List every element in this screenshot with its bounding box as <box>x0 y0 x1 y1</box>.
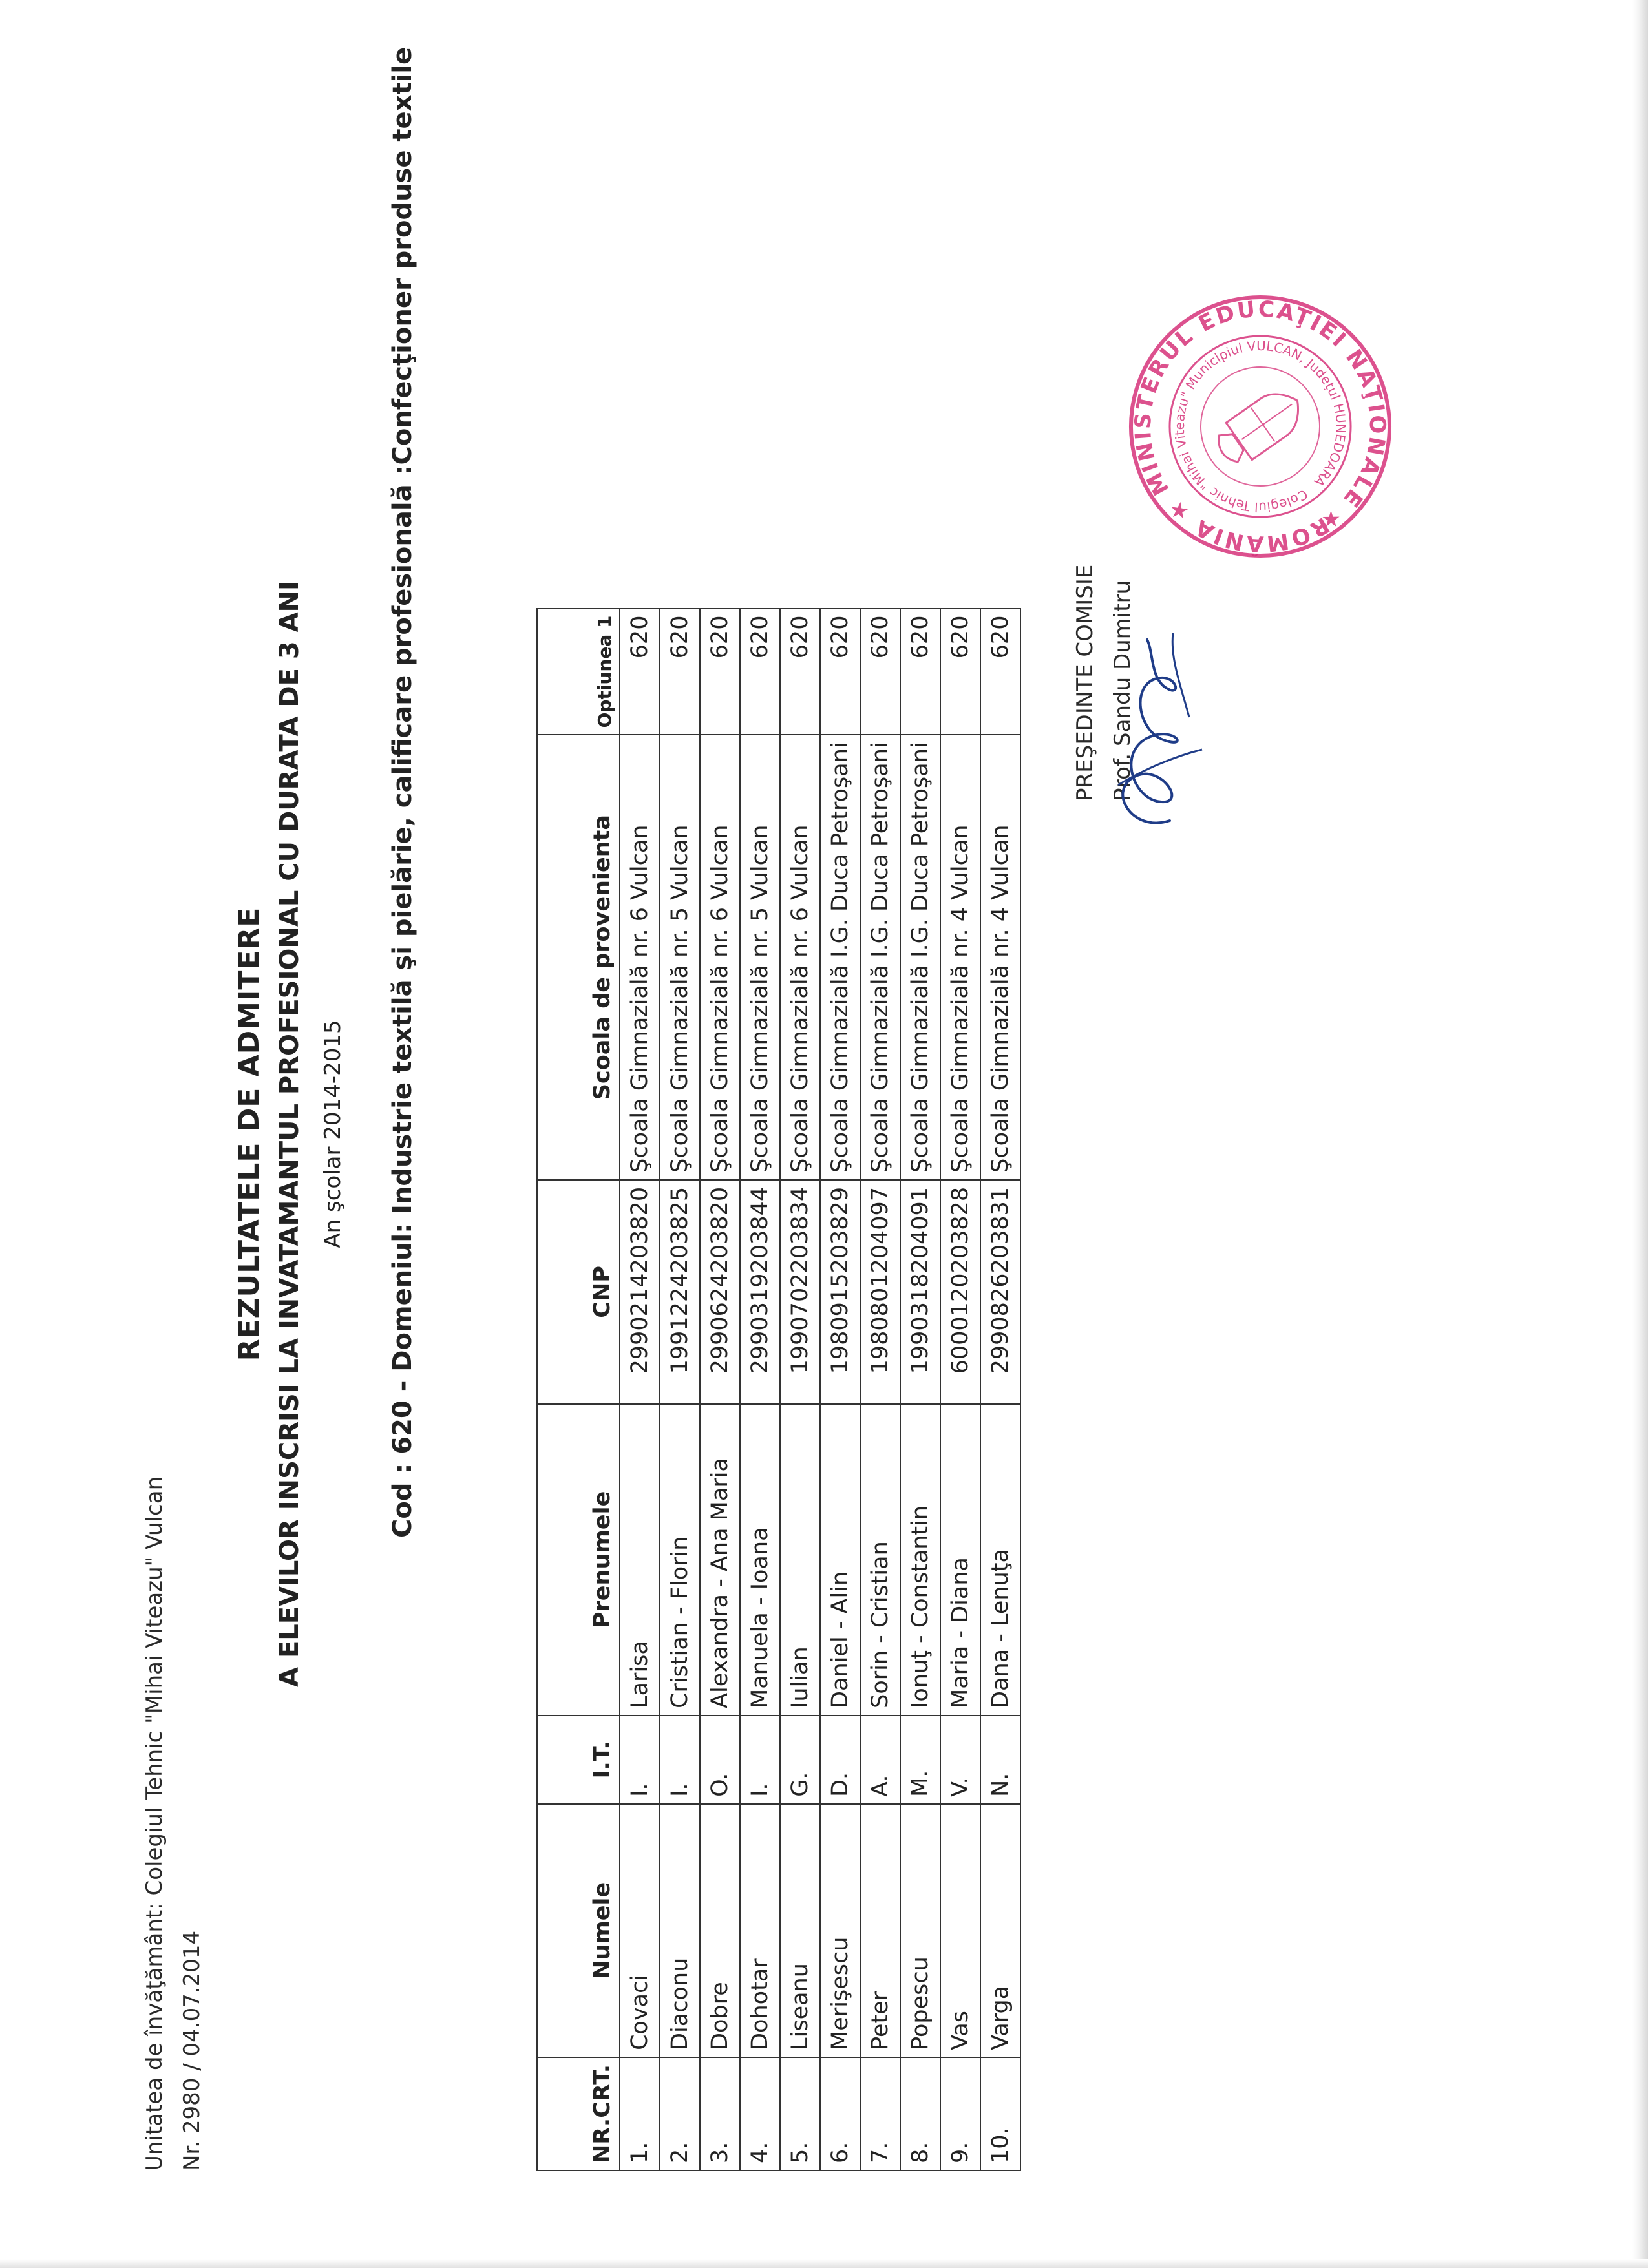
cell-cnp: 2990214203820 <box>620 1180 660 1404</box>
cell-nr: 6. <box>820 2057 860 2170</box>
registration-number: Nr. 2980 / 04.07.2014 <box>179 1930 205 2171</box>
cell-it: G. <box>780 1716 820 1804</box>
document-subtitle: A ELEVILOR INSCRISI LA INVATAMANTUL PROFESIONAL CU DURATA DE 3 ANI <box>275 581 304 1687</box>
cell-cnp: 2990624203820 <box>700 1180 740 1404</box>
cell-it: A. <box>860 1716 900 1804</box>
cell-optiunea: 620 <box>700 609 740 735</box>
cell-cnp: 1980801204097 <box>860 1180 900 1404</box>
cell-scoala: Şcoala Gimnazială nr. 5 Vulcan <box>740 735 780 1180</box>
table-header-row <box>537 609 620 2170</box>
cell-numele: Diaconu <box>660 1804 700 2057</box>
header-prenumele: Prenumele <box>537 1404 620 1716</box>
table-row <box>660 609 700 2170</box>
header-scoala: Scoala de provenienta <box>537 735 620 1180</box>
cell-nr: 3. <box>700 2057 740 2170</box>
cell-prenumele: Manuela - Ioana <box>740 1404 780 1716</box>
cell-prenumele: Cristian - Florin <box>660 1404 700 1716</box>
cell-it: O. <box>700 1716 740 1804</box>
cell-scoala: Şcoala Gimnazială nr. 4 Vulcan <box>980 735 1020 1180</box>
document-header <box>136 1476 211 2171</box>
cell-prenumele: Maria - Diana <box>940 1404 980 1716</box>
cell-optiunea: 620 <box>660 609 700 735</box>
cell-nr: 7. <box>860 2057 900 2170</box>
cell-prenumele: Alexandra - Ana Maria <box>700 1404 740 1716</box>
document-title: REZULTATELE DE ADMITERE <box>233 907 266 1361</box>
domain-qualification-line: Cod : 620 - Domeniul: Industrie textilă şi pielărie, calificare profesională :Confecţioner produse textile <box>388 47 417 1538</box>
cell-it: I. <box>740 1716 780 1804</box>
cell-cnp: 1990702203834 <box>780 1180 820 1404</box>
cell-scoala: Şcoala Gimnazială nr. 6 Vulcan <box>620 735 660 1180</box>
header-optiunea: Optiunea 1 <box>537 609 620 735</box>
stamp-inner-text: Colegiul Tehnic "Mihai Viteazu" Municipiul VULCAN, Judeţul HUNEDOARA <box>1171 337 1349 516</box>
cell-cnp: 1980915203829 <box>820 1180 860 1404</box>
cell-prenumele: Ionuţ - Constantin <box>900 1404 940 1716</box>
cell-prenumele: Sorin - Cristian <box>860 1404 900 1716</box>
cell-nr: 10. <box>980 2057 1020 2170</box>
table-row <box>740 609 780 2170</box>
cell-optiunea: 620 <box>900 609 940 735</box>
header-cnp: CNP <box>537 1180 620 1404</box>
cell-nr: 9. <box>940 2057 980 2170</box>
cell-nr: 2. <box>660 2057 700 2170</box>
cell-it: V. <box>940 1716 980 1804</box>
table-row <box>940 609 980 2170</box>
cell-nr: 5. <box>780 2057 820 2170</box>
table-row <box>820 609 860 2170</box>
cell-numele: Varga <box>980 1804 1020 2057</box>
cell-optiunea: 620 <box>620 609 660 735</box>
cell-numele: Peter <box>860 1804 900 2057</box>
coat-of-arms-icon <box>1210 382 1311 471</box>
cell-scoala: Şcoala Gimnazială nr. 6 Vulcan <box>700 735 740 1180</box>
header-numele: Numele <box>537 1804 620 2057</box>
school-year: An şcolar 2014-2015 <box>320 1020 346 1248</box>
table-row <box>620 609 660 2170</box>
cell-optiunea: 620 <box>740 609 780 735</box>
table-row <box>900 609 940 2170</box>
cell-optiunea: 620 <box>860 609 900 735</box>
handwritten-signature <box>1092 627 1209 846</box>
header-it: I.T. <box>537 1716 620 1804</box>
cell-optiunea: 620 <box>780 609 820 735</box>
cell-it: N. <box>980 1716 1020 1804</box>
cell-it: I. <box>660 1716 700 1804</box>
cell-cnp: 6000120203828 <box>940 1180 980 1404</box>
table-row <box>780 609 820 2170</box>
stamp-outer-text: ROMÂNIA ★ MINISTERUL EDUCAŢIEI NAŢIONALE ★ <box>1130 296 1391 557</box>
school-unit-line: Unitatea de învăţământ: Colegiul Tehnic "Mihai Viteazu" Vulcan <box>142 1476 167 2171</box>
cell-prenumele: Daniel - Alin <box>820 1404 860 1716</box>
cell-numele: Dobre <box>700 1804 740 2057</box>
cell-scoala: Şcoala Gimnazială nr. 4 Vulcan <box>940 735 980 1180</box>
cell-optiunea: 620 <box>980 609 1020 735</box>
cell-scoala: Şcoala Gimnazială I.G. Duca Petroşani <box>860 735 900 1180</box>
cell-numele: Vas <box>940 1804 980 2057</box>
admission-results-table <box>536 608 1021 2171</box>
table-row <box>860 609 900 2170</box>
cell-optiunea: 620 <box>820 609 860 735</box>
cell-cnp: 2990826203831 <box>980 1180 1020 1404</box>
cell-prenumele: Dana - Lenuţa <box>980 1404 1020 1716</box>
cell-nr: 1. <box>620 2057 660 2170</box>
cell-it: D. <box>820 1716 860 1804</box>
cell-numele: Covaci <box>620 1804 660 2057</box>
table-row <box>700 609 740 2170</box>
cell-cnp: 2990319203844 <box>740 1180 780 1404</box>
cell-it: M. <box>900 1716 940 1804</box>
cell-prenumele: Larisa <box>620 1404 660 1716</box>
cell-it: I. <box>620 1716 660 1804</box>
cell-cnp: 1990318204091 <box>900 1180 940 1404</box>
table-row <box>980 609 1020 2170</box>
cell-cnp: 1991224203825 <box>660 1180 700 1404</box>
commission-president-name: Prof. Sandu Dumitru <box>1110 580 1136 801</box>
cell-prenumele: Iulian <box>780 1404 820 1716</box>
cell-nr: 8. <box>900 2057 940 2170</box>
cell-numele: Dohotar <box>740 1804 780 2057</box>
commission-president-label: PREŞEDINTE COMISIE <box>1072 564 1098 801</box>
official-stamp <box>1125 291 1396 562</box>
cell-scoala: Şcoala Gimnazială nr. 5 Vulcan <box>660 735 700 1180</box>
cell-scoala: Şcoala Gimnazială I.G. Duca Petroşani <box>900 735 940 1180</box>
cell-numele: Liseanu <box>780 1804 820 2057</box>
cell-optiunea: 620 <box>940 609 980 735</box>
cell-scoala: Şcoala Gimnazială nr. 6 Vulcan <box>780 735 820 1180</box>
cell-scoala: Şcoala Gimnazială I.G. Duca Petroşani <box>820 735 860 1180</box>
cell-numele: Popescu <box>900 1804 940 2057</box>
header-nr-crt: NR.CRT. <box>537 2057 620 2170</box>
cell-nr: 4. <box>740 2057 780 2170</box>
cell-numele: Merişescu <box>820 1804 860 2057</box>
